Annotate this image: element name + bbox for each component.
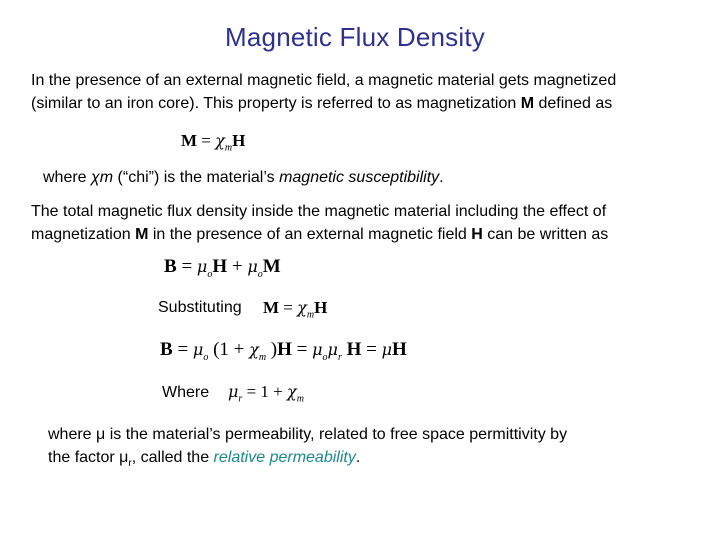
- total-flux-line-1: The total magnetic flux density inside the magnetic material including the effect of: [31, 203, 607, 220]
- equation-substitution: [263, 298, 327, 320]
- susc-middle: (“chi”) is the material’s: [113, 169, 280, 186]
- eq4-eq2: =: [291, 339, 313, 360]
- susceptibility-paragraph: [43, 166, 444, 189]
- eq4-o2: o: [322, 351, 328, 363]
- eq5-m: m: [296, 393, 304, 405]
- eq3-chi: χ: [297, 298, 307, 317]
- eq3-rhs: H: [314, 298, 328, 317]
- substituting-label: Substituting: [158, 299, 242, 316]
- eq2-eq: =: [176, 256, 197, 277]
- eq1-op: =: [197, 131, 216, 150]
- susc-prefix: where: [43, 169, 92, 186]
- eq4-mu3: μ: [327, 340, 338, 359]
- intro-line-2-suffix: defined as: [534, 95, 613, 112]
- intro-line-2-bold: M: [520, 95, 535, 112]
- slide-title: Magnetic Flux Density: [225, 22, 485, 52]
- eq2-B: B: [164, 256, 177, 277]
- susc-chi: χ: [91, 169, 100, 186]
- eq2-o2: o: [257, 268, 263, 280]
- eq2-H: H: [212, 256, 228, 277]
- eq4-chi: χ: [249, 340, 259, 359]
- perm-line-1b: is the material’s permeability, related to free space permittivity by: [105, 426, 568, 443]
- eq4-H1: H: [277, 339, 292, 360]
- eq4-m: m: [258, 351, 267, 363]
- intro-line-1: In the presence of an external magnetic field, a magnetic material gets magnetized: [31, 72, 617, 89]
- eq4-eq1: =: [172, 339, 193, 360]
- eq4-B: B: [160, 339, 173, 360]
- eq2-o: o: [207, 268, 213, 280]
- intro-paragraph: [31, 69, 616, 115]
- eq1-rhs: H: [232, 131, 246, 150]
- where-label: Where: [162, 384, 210, 401]
- equation-flux-density: [164, 256, 281, 280]
- eq2-mu2: μ: [247, 257, 258, 276]
- eq3-lhs: M: [263, 298, 280, 317]
- eq4-paren-close: ): [266, 339, 278, 360]
- perm-line-2b: , called the: [131, 449, 214, 466]
- eq4-paren-open: (1 +: [208, 339, 250, 360]
- eq4-eq3: =: [361, 339, 382, 360]
- eq2-M: M: [262, 256, 281, 277]
- eq4-H2: H: [341, 339, 362, 360]
- eq5-r: r: [238, 393, 243, 405]
- susc-suffix: .: [439, 169, 444, 186]
- total-flux-line-2c: can be written as: [482, 226, 609, 243]
- perm-line-2a: the factor: [48, 449, 120, 466]
- intro-line-2-prefix: (similar to an iron core). This property is referred to as magnetization: [31, 95, 521, 112]
- eq1-sub: m: [224, 142, 233, 154]
- perm-mu-r: μ: [119, 449, 129, 466]
- total-flux-M: M: [135, 226, 149, 243]
- perm-r-sub: r: [128, 458, 132, 470]
- equation-magnetization: [181, 131, 245, 153]
- eq1-lhs: M: [181, 131, 198, 150]
- eq4-mu4: μ: [381, 340, 392, 359]
- equation-relative-permeability: [228, 382, 304, 404]
- eq3-op: =: [279, 298, 298, 317]
- eq4-r: r: [337, 351, 342, 363]
- perm-mu: μ: [96, 426, 106, 443]
- total-flux-line-2b: in the presence of an external magnetic field: [148, 226, 472, 243]
- equation-full-flux: [160, 339, 407, 363]
- eq2-mu: μ: [196, 257, 208, 276]
- total-flux-line-2a: magnetization: [31, 226, 136, 243]
- eq5-eq: = 1 +: [242, 382, 287, 401]
- relative-permeability-term: relative permeability: [213, 449, 356, 466]
- perm-line-1a: where: [48, 426, 97, 443]
- eq3-sub: m: [306, 309, 315, 321]
- eq4-o1: o: [203, 351, 209, 363]
- total-flux-H: H: [471, 226, 483, 243]
- eq1-chi: χ: [215, 131, 225, 150]
- permeability-paragraph: [48, 423, 567, 475]
- eq5-mu: μ: [228, 382, 239, 401]
- eq4-mu2: μ: [312, 340, 323, 359]
- susc-m: m: [99, 169, 114, 186]
- eq4-mu1: μ: [192, 340, 204, 359]
- susc-term: magnetic susceptibility: [279, 169, 440, 186]
- eq4-H3: H: [392, 339, 407, 360]
- total-flux-paragraph: [31, 200, 608, 246]
- perm-line-2c: .: [355, 449, 361, 466]
- eq2-plus: +: [227, 256, 248, 277]
- eq5-chi: χ: [287, 382, 297, 401]
